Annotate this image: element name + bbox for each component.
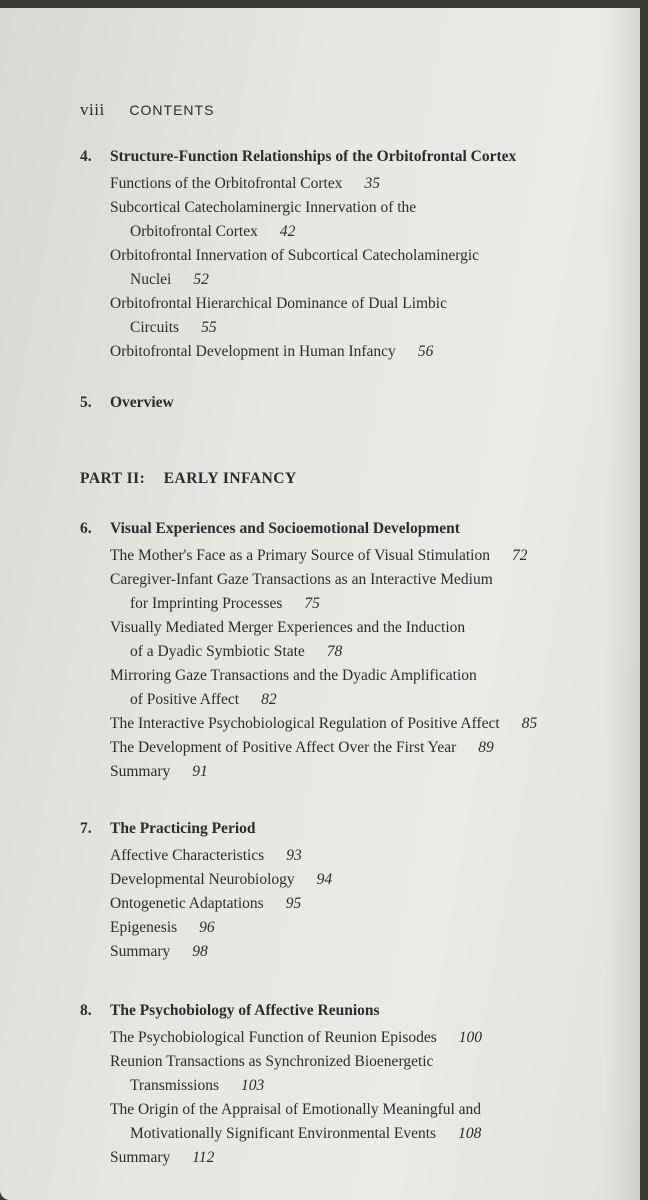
toc-page-number: 98 [192, 943, 208, 960]
toc-entry-text: Visually Mediated Merger Experiences and the Induction [110, 619, 466, 636]
toc-entry[interactable] [110, 940, 600, 964]
toc-page-number: 56 [417, 343, 434, 360]
toc-page-number: 75 [304, 595, 320, 612]
chapter-title: Structure-Function Relationships of the Orbitofrontal Cortex [110, 148, 517, 165]
toc-entry[interactable] [110, 664, 600, 712]
chapter-number: 7. [80, 820, 92, 837]
toc-page-number: 96 [199, 919, 215, 936]
part-label: PART II: [80, 470, 146, 487]
toc-entry[interactable] [110, 196, 600, 244]
toc-page-number: 112 [192, 1149, 215, 1166]
chapter-heading [80, 520, 600, 538]
section-list [80, 844, 600, 964]
toc-entry-text: Subcortical Catecholaminergic Innervation of the [110, 199, 417, 216]
toc-page-number: 55 [201, 319, 217, 336]
toc-page-number: 42 [279, 223, 296, 240]
toc-entry-text: The Origin of the Appraisal of Emotionally Meaningful and [110, 1101, 482, 1118]
toc-entry-text: Affective Characteristics [110, 847, 265, 864]
section-list [80, 172, 600, 364]
toc-page-number: 35 [364, 175, 380, 192]
chapter-number: 5. [80, 394, 92, 411]
chapter-title: Visual Experiences and Socioemotional Development [110, 520, 460, 537]
toc-page-number: 82 [261, 691, 277, 708]
toc-page-number: 108 [458, 1125, 482, 1142]
toc-page-number: 89 [478, 739, 494, 756]
toc-entry[interactable] [110, 568, 600, 616]
toc-entry[interactable] [110, 172, 600, 196]
toc-page-number: 100 [458, 1029, 483, 1046]
toc-page-number: 85 [521, 715, 538, 732]
chapter-title: The Practicing Period [110, 820, 256, 837]
toc-entry-text: Ontogenetic Adaptations [110, 895, 264, 912]
toc-entry-text: Transmissions [130, 1077, 220, 1094]
toc-entry-text: Mirroring Gaze Transactions and the Dyadic Amplification [110, 667, 477, 684]
toc-entry-text: Summary [110, 943, 171, 960]
toc-page-number: 91 [192, 763, 208, 780]
toc-entry[interactable] [110, 892, 600, 916]
section-list [80, 544, 600, 784]
toc-entry-text: of a Dyadic Symbiotic State [130, 643, 305, 660]
toc-entry-text: Developmental Neurobiology [110, 871, 295, 888]
toc-entry-text: Orbitofrontal Development in Human Infancy [110, 343, 396, 360]
chapter-number: 4. [80, 148, 92, 165]
running-header [80, 100, 214, 120]
chapter-6 [80, 520, 600, 784]
toc-entry-text: Epigenesis [110, 919, 178, 936]
toc-entry-text: for Imprinting Processes [130, 595, 283, 612]
toc-entry-text: Orbitofrontal Hierarchical Dominance of Dual Limbic [110, 295, 447, 312]
toc-entry[interactable] [110, 844, 600, 868]
toc-entry[interactable] [110, 616, 600, 664]
toc-entry-text: The Interactive Psychobiological Regulation of Positive Affect [110, 715, 500, 732]
toc-entry-text: Reunion Transactions as Synchronized Bioenergetic [110, 1053, 434, 1070]
toc-page-number: 78 [326, 643, 343, 660]
chapter-7 [80, 820, 600, 964]
toc-entry[interactable] [110, 916, 600, 940]
toc-entry[interactable] [110, 244, 600, 292]
toc-page-number: 93 [286, 847, 302, 864]
toc-page-number: 95 [285, 895, 302, 912]
chapter-5 [80, 394, 600, 418]
toc-entry[interactable] [110, 736, 600, 760]
book-page [0, 8, 640, 1200]
toc-page-number: 103 [241, 1077, 265, 1094]
toc-entry-text: Summary [110, 763, 171, 780]
toc-page-number: 72 [511, 547, 528, 564]
chapter-heading [80, 1002, 600, 1020]
toc-entry-text: Circuits [130, 319, 180, 336]
toc-entry-text: Functions of the Orbitofrontal Cortex [110, 175, 343, 192]
toc-entry[interactable] [110, 292, 600, 340]
chapter-number: 6. [80, 520, 92, 537]
toc-entry[interactable] [110, 1098, 600, 1146]
toc-entry[interactable] [110, 1146, 600, 1170]
chapter-title: The Psychobiology of Affective Reunions [110, 1002, 380, 1019]
toc-entry-text: The Mother's Face as a Primary Source of Visual Stimulation [110, 547, 490, 564]
chapter-heading [80, 394, 600, 412]
toc-entry-text: of Positive Affect [130, 691, 240, 708]
toc-entry[interactable] [110, 712, 600, 736]
toc-entry-text: Orbitofrontal Innervation of Subcortical Catecholaminergic [110, 247, 480, 264]
toc-entry-text: Nuclei [130, 271, 172, 288]
toc-entry[interactable] [110, 544, 600, 568]
chapter-4 [80, 148, 600, 364]
toc-entry-text: Caregiver-Infant Gaze Transactions as an Interactive Medium [110, 571, 493, 588]
section-list [80, 1026, 600, 1170]
toc-entry-text: Motivationally Significant Environmental Events [130, 1125, 437, 1142]
toc-entry[interactable] [110, 760, 600, 784]
part-heading [80, 470, 297, 488]
chapter-number: 8. [80, 1002, 92, 1019]
toc-entry[interactable] [110, 1050, 600, 1098]
toc-entry-text: Summary [110, 1149, 171, 1166]
toc-entry-text: The Psychobiological Function of Reunion Episodes [110, 1029, 437, 1046]
toc-entry-text: Orbitofrontal Cortex [130, 223, 258, 240]
chapter-heading [80, 148, 600, 166]
chapter-8 [80, 1002, 600, 1170]
header-title: CONTENTS [129, 102, 215, 118]
toc-entry[interactable] [110, 1026, 600, 1050]
toc-entry[interactable] [110, 340, 600, 364]
page-number: viii [80, 100, 105, 119]
toc-entry-text: The Development of Positive Affect Over the First Year [110, 739, 457, 756]
toc-entry[interactable] [110, 868, 600, 892]
toc-page-number: 94 [316, 871, 333, 888]
toc-page-number: 52 [193, 271, 209, 288]
chapter-title: Overview [110, 394, 174, 411]
chapter-heading [80, 820, 600, 838]
part-title: EARLY INFANCY [163, 470, 297, 487]
